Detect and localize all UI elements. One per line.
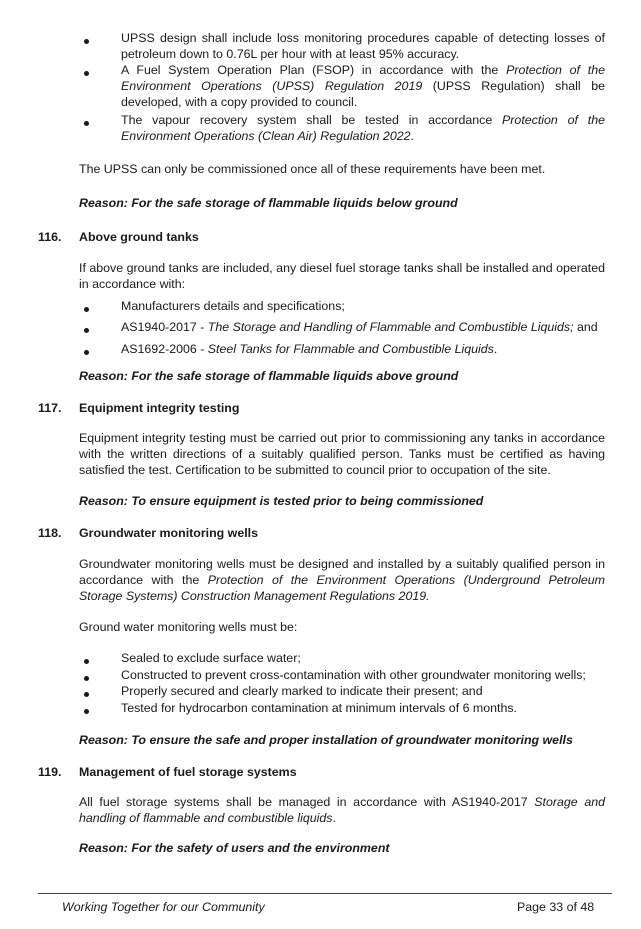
section-117-title: Equipment integrity testing (79, 401, 240, 415)
section-118-body-2: Ground water monitoring wells must be: (79, 620, 298, 634)
intro-bullet-1: UPSS design shall include loss monitoring procedures capable of detecting losses of petroleum down to 0.76L per hour with at least 95% accuracy. (121, 31, 605, 61)
intro-reason: Reason: For the safe storage of flammable liquids below ground (79, 196, 458, 210)
section-118-bullet-3: Properly secured and clearly marked to indicate their present; and (121, 684, 483, 698)
section-116-number: 116. (38, 230, 62, 244)
intro-bullet-2: A Fuel System Operation Plan (FSOP) in accordance with the Protection of the Environment Operations (UPSS) Regulation 2019 (UPSS Regulation) shall be developed, with a copy provided to council. (121, 63, 605, 109)
page-number: Page 33 of 48 (517, 900, 595, 914)
section-117-body: Equipment integrity testing must be carried out prior to commissioning any tanks in accordance with the written directions of a suitably qualified person. Tanks must be certified as having satisfied the test. Certification to be submitted to council prior to occupation of the site. (79, 431, 605, 477)
section-116-bullet-1: Manufacturers details and specifications; (121, 299, 345, 313)
section-116-bullet-2: AS1940-2017 - The Storage and Handling of Flammable and Combustible Liquids; and (121, 320, 598, 334)
section-119-body: All fuel storage systems shall be managed in accordance with AS1940-2017 Storage and handling of flammable and combustible liquids. (79, 795, 606, 825)
intro-commissioning-text: The UPSS can only be commissioned once all of these requirements have been met. (79, 162, 546, 176)
section-116-reason: Reason: For the safe storage of flammable liquids above ground (79, 369, 459, 383)
footer-slogan: Working Together for our Community (62, 900, 265, 914)
section-119-number: 119. (38, 765, 62, 779)
section-116-bullet-3: AS1692-2006 - Steel Tanks for Flammable and Combustible Liquids. (121, 342, 498, 356)
section-118-bullet-4: Tested for hydrocarbon contamination at minimum intervals of 6 months. (121, 701, 517, 715)
footer-divider (38, 893, 612, 894)
section-118-bullet-2: Constructed to prevent cross-contamination with other groundwater monitoring wells; (121, 668, 586, 682)
section-119-reason: Reason: For the safety of users and the environment (79, 841, 390, 855)
section-118-body: Groundwater monitoring wells must be designed and installed by a suitably qualified person in accordance with the Protection of the Environment Operations (Underground Petroleum Storage Systems) Construction Management Regulations 2019. (79, 557, 605, 603)
section-118-bullet-1: Sealed to exclude surface water; (121, 651, 301, 665)
section-118-number: 118. (38, 526, 62, 540)
section-116-body: If above ground tanks are included, any diesel fuel storage tanks shall be installed and operated in accordance with: (79, 261, 605, 291)
section-118-reason: Reason: To ensure the safe and proper installation of groundwater monitoring wells (79, 733, 573, 747)
section-119-title: Management of fuel storage systems (79, 765, 297, 779)
section-118-title: Groundwater monitoring wells (79, 526, 258, 540)
section-116-title: Above ground tanks (79, 230, 199, 244)
section-117-number: 117. (38, 401, 62, 415)
intro-bullet-3: The vapour recovery system shall be tested in accordance Protection of the Environment Operations (Clean Air) Regulation 2022. (121, 113, 606, 143)
section-117-reason: Reason: To ensure equipment is tested prior to being commissioned (79, 494, 484, 508)
